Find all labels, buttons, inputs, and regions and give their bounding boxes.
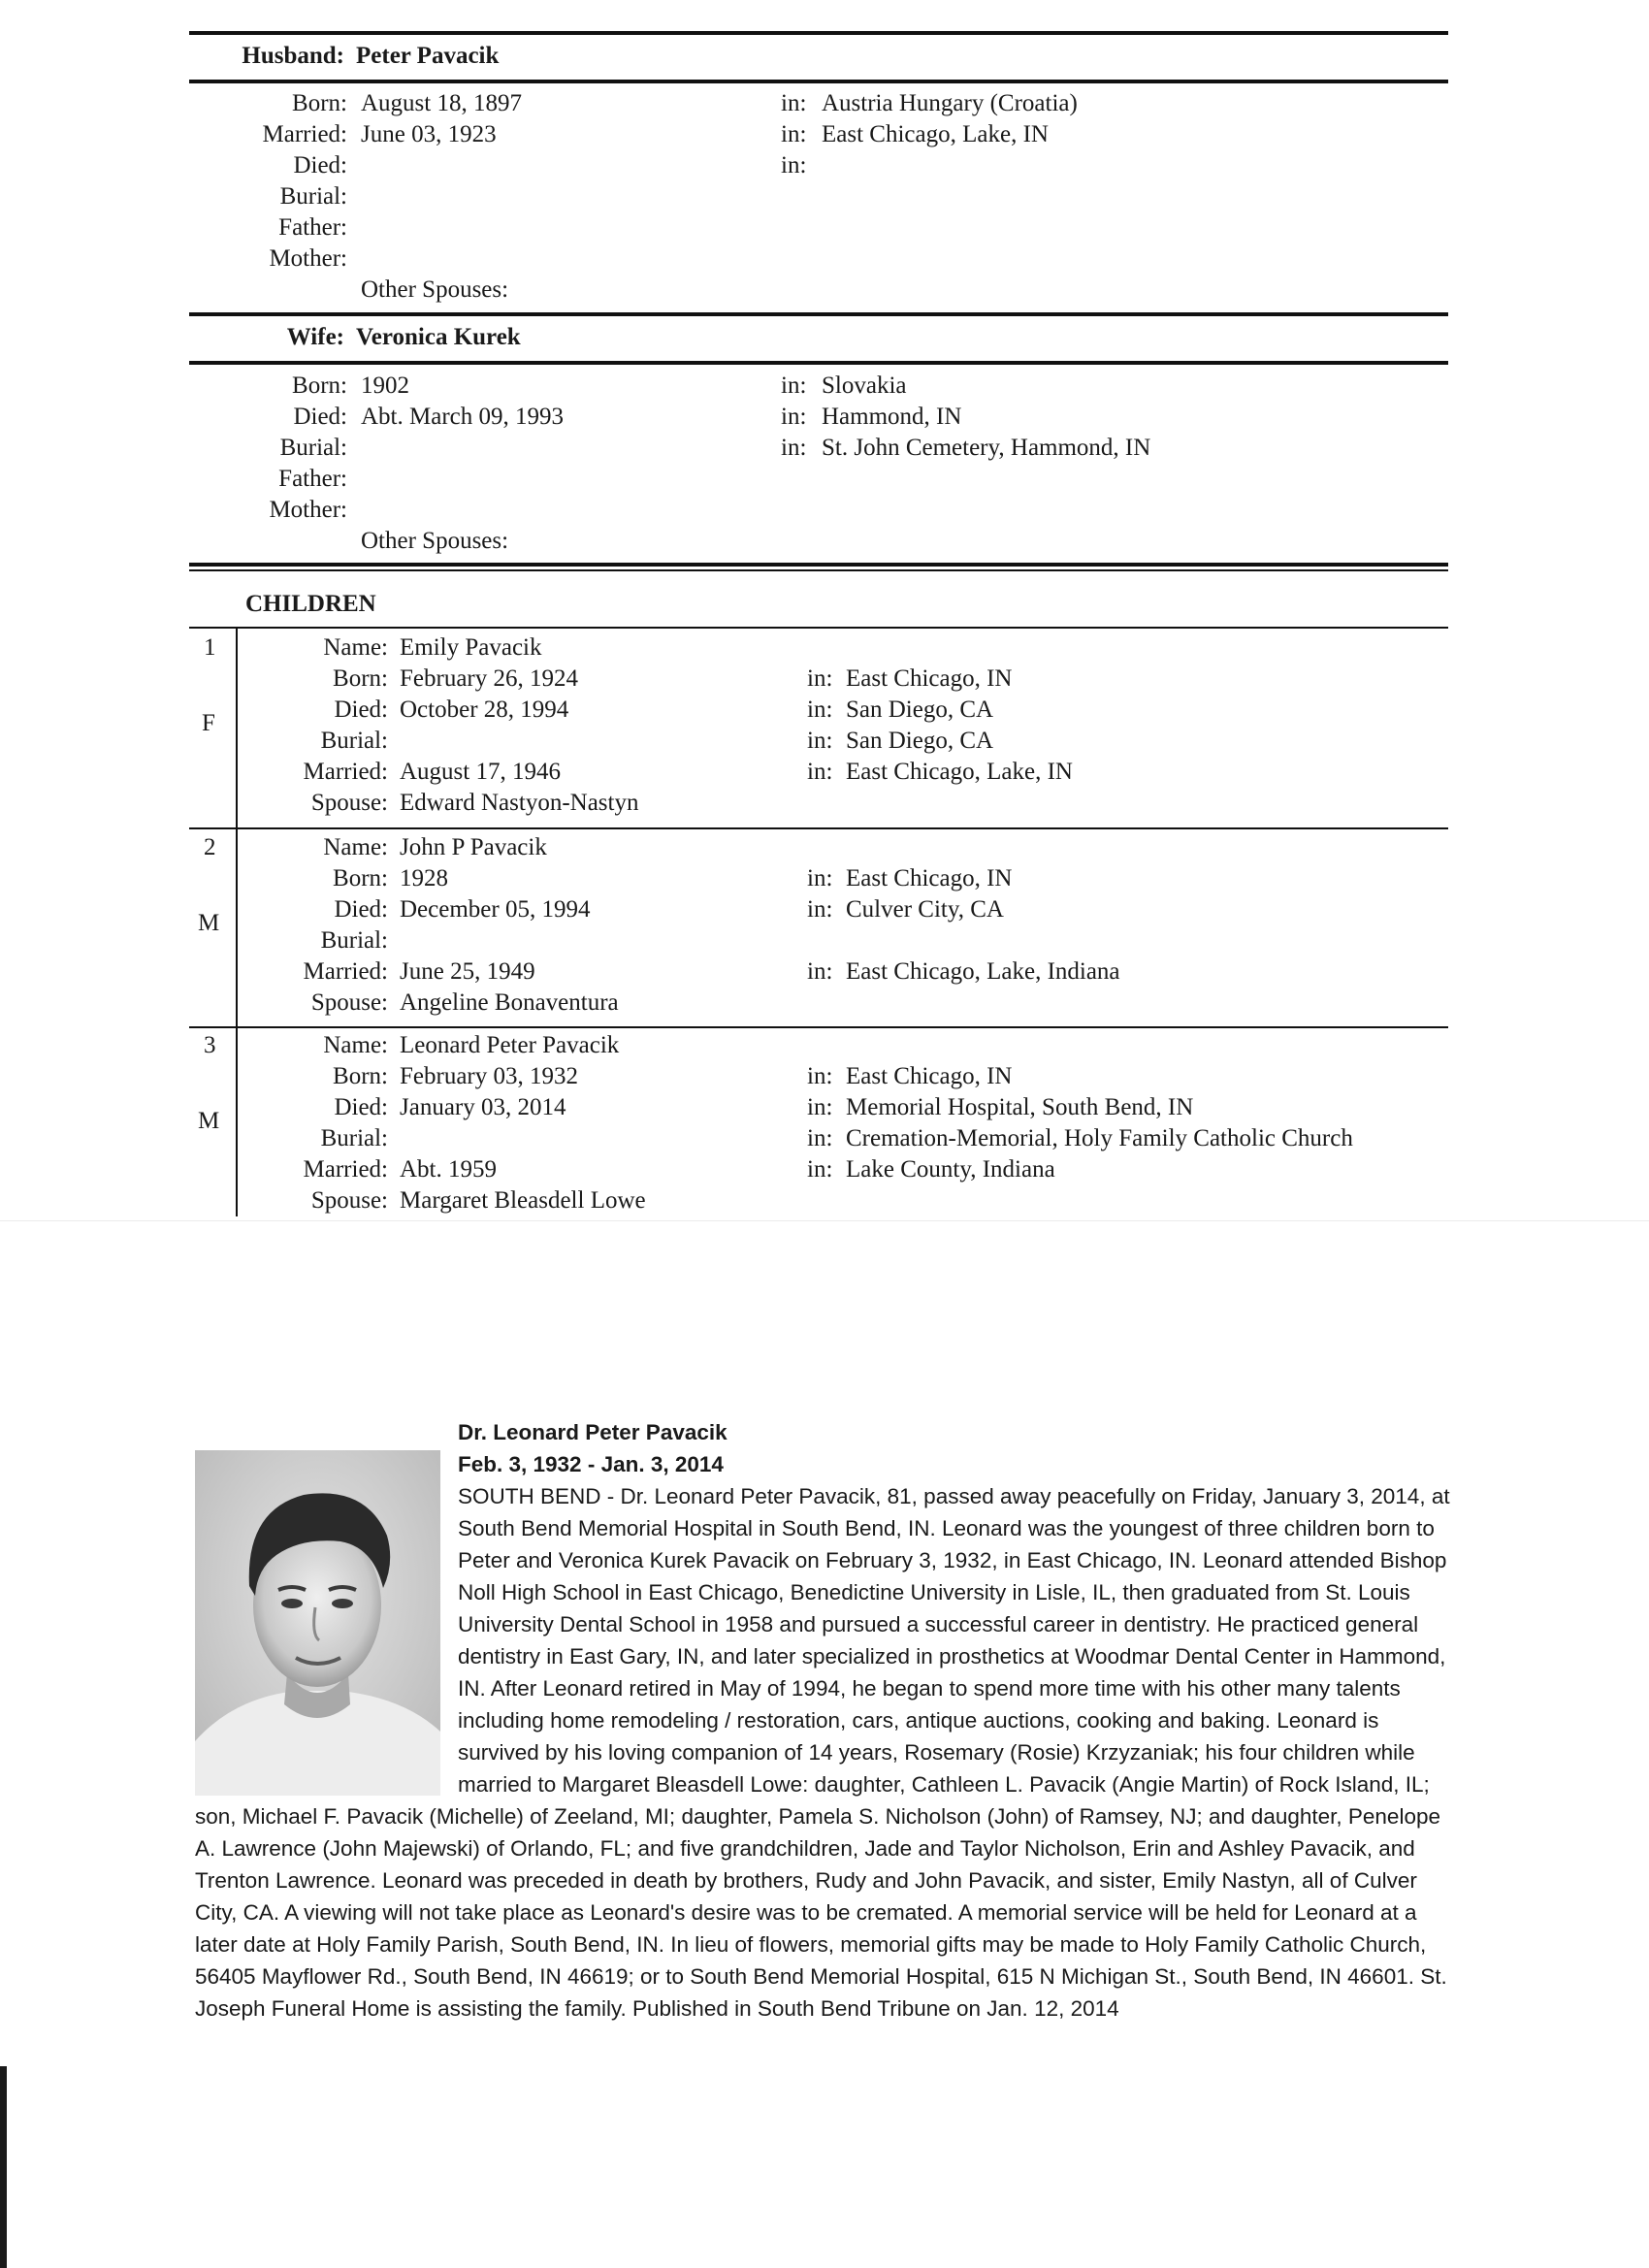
wife-died-in-label: in: xyxy=(781,404,807,430)
photo-wrap-spacer xyxy=(195,1480,458,1800)
husband-married-label: Married: xyxy=(262,121,347,147)
obituary-dates: Feb. 3, 1932 - Jan. 3, 2014 xyxy=(458,1452,724,1476)
child-name: Emily Pavacik xyxy=(400,634,542,661)
child-died-place: Memorial Hospital, South Bend, IN xyxy=(846,1094,1194,1120)
child-burial-in-label: in: xyxy=(807,728,833,754)
husband-died-label: Died: xyxy=(293,152,347,178)
child-born-label: Born: xyxy=(333,1063,388,1089)
child-born-date: February 03, 1932 xyxy=(400,1063,578,1089)
child-spouse: Edward Nastyon-Nastyn xyxy=(400,790,639,816)
husband-born-in-label: in: xyxy=(781,90,807,116)
child-married-place: East Chicago, Lake, IN xyxy=(846,759,1073,785)
child-married-date: June 25, 1949 xyxy=(400,958,535,985)
wife-heading-label: Wife: xyxy=(286,324,344,350)
child-died-in-label: in: xyxy=(807,1094,833,1120)
child-name: Leonard Peter Pavacik xyxy=(400,1032,620,1058)
husband-mother-label: Mother: xyxy=(269,245,347,272)
child-died-date: December 05, 1994 xyxy=(400,896,591,923)
wife-born-place: Slovakia xyxy=(822,373,907,399)
paste-seam xyxy=(0,1220,1649,1221)
wife-died-place: Hammond, IN xyxy=(822,404,962,430)
child-number: 3 xyxy=(204,1032,216,1058)
child-number: 2 xyxy=(204,834,216,860)
wife-born-date: 1902 xyxy=(361,373,409,399)
child-died-label: Died: xyxy=(334,1094,388,1120)
child-born-place: East Chicago, IN xyxy=(846,865,1013,891)
husband-married-in-label: in: xyxy=(781,121,807,147)
child-married-date: Abt. 1959 xyxy=(400,1156,497,1183)
child-name-label: Name: xyxy=(323,834,388,860)
child-married-in-label: in: xyxy=(807,759,833,785)
obituary-body xyxy=(195,1480,1456,2025)
child-name-label: Name: xyxy=(323,1032,388,1058)
child-spouse-label: Spouse: xyxy=(310,790,388,816)
wife-born-label: Born: xyxy=(292,373,347,399)
child-born-in-label: in: xyxy=(807,665,833,692)
child-name-label: Name: xyxy=(323,634,388,661)
child-spouse-label: Spouse: xyxy=(310,989,388,1016)
child-married-place: East Chicago, Lake, Indiana xyxy=(846,958,1120,985)
child-spouse: Angeline Bonaventura xyxy=(400,989,619,1016)
child-died-in-label: in: xyxy=(807,896,833,923)
child-born-label: Born: xyxy=(333,665,388,692)
child-born-in-label: in: xyxy=(807,1063,833,1089)
child-married-label: Married: xyxy=(303,759,388,785)
child-sex: M xyxy=(198,1108,220,1134)
child-born-date: February 26, 1924 xyxy=(400,665,578,692)
child-died-label: Died: xyxy=(334,697,388,723)
child-married-label: Married: xyxy=(303,1156,388,1183)
wife-died-date: Abt. March 09, 1993 xyxy=(361,404,564,430)
child-married-date: August 17, 1946 xyxy=(400,759,561,785)
child-died-place: San Diego, CA xyxy=(846,697,994,723)
child-born-in-label: in: xyxy=(807,865,833,891)
children-heading-rule xyxy=(189,627,1448,629)
wife-born-in-label: in: xyxy=(781,373,807,399)
husband-died-in-label: in: xyxy=(781,152,807,178)
husband-other-spouses-label: Other Spouses: xyxy=(361,276,509,303)
child-burial-label: Burial: xyxy=(320,1125,388,1151)
children-top-rule-thin xyxy=(189,569,1448,571)
scan-edge xyxy=(0,2066,7,2268)
child-burial-label: Burial: xyxy=(320,728,388,754)
child-died-in-label: in: xyxy=(807,697,833,723)
wife-burial-place: St. John Cemetery, Hammond, IN xyxy=(822,435,1151,461)
obituary-text: SOUTH BEND - Dr. Leonard Peter Pavacik, 81, passed away peacefully on Friday, January 3, 2014, at South Bend Memorial Hospital in South Bend, IN. Leonard was the youngest of three children born to Peter and Veronica Kurek Pavacik on February 3, 1932, in East Chicago, IN. Leonard attended Bishop Noll High School in East Chicago, Benedictine University in Lisle, IL, then graduated from St. Louis University Dental School in 1958 and pursued a successful career in dentistry. He practiced general dentistry in East Gary, IN, and later specialized in prosthetics at Woodmar Dental Center in Hammond, IN. After Leonard retired in May of 1994, he began to spend more time with his other many talents including home remodeling / restoration, cars, antique auctions, cooking and baking. Leonard is survived by his loving companion of 14 years, Rosemary (Rosie) Krzyzaniak; his four children while married to Margaret Bleasdell Lowe: daughter, Cathleen L. Pavacik (Angie Martin) of Rock Island, IL; son, Michael F. Pavacik (Michelle) of Zeeland, MI; daughter, Pamela S. Nicholson (John) of Ramsey, NJ; and daughter, Penelope A. Lawrence (John Majewski) of Orlando, FL; and five grandchildren, Jade and Taylor Nicholson, Erin and Ashley Pavacik, and Trenton Lawrence. Leonard was preceded in death by brothers, Rudy and John Pavacik, and sister, Emily Nastyn, all of Culver City, CA. A viewing will not take place as Leonard's desire was to be cremated. A memorial service will be held for Leonard at a later date at Holy Family Parish, South Bend, IN. In lieu of flowers, memorial gifts may be made to Holy Family Catholic Church, 56405 Mayflower Rd., South Bend, IN 46619; or to South Bend Memorial Hospital, 615 N Michigan St., South Bend, IN 46601. St. Joseph Funeral Home is assisting the family. Published in South Bend Tribune on Jan. 12, 2014 xyxy=(195,1484,1450,2021)
child-born-place: East Chicago, IN xyxy=(846,665,1013,692)
obituary-title: Dr. Leonard Peter Pavacik xyxy=(458,1420,728,1444)
top-rule xyxy=(189,31,1448,35)
children-number-divider xyxy=(236,627,238,1216)
wife-top-rule xyxy=(189,312,1448,316)
wife-burial-label: Burial: xyxy=(279,435,347,461)
wife-rule xyxy=(189,361,1448,365)
child-burial-place: Cremation-Memorial, Holy Family Catholic Church xyxy=(846,1125,1353,1151)
wife-father-label: Father: xyxy=(278,466,347,492)
wife-burial-in-label: in: xyxy=(781,435,807,461)
child-married-place: Lake County, Indiana xyxy=(846,1156,1055,1183)
children-top-rule xyxy=(189,563,1448,567)
wife-other-spouses-label: Other Spouses: xyxy=(361,528,509,554)
child-sex: M xyxy=(198,910,220,936)
child-burial-place: San Diego, CA xyxy=(846,728,994,754)
husband-burial-label: Burial: xyxy=(279,183,347,210)
husband-heading-label: Husband: xyxy=(242,43,344,69)
child-born-date: 1928 xyxy=(400,865,448,891)
husband-father-label: Father: xyxy=(278,214,347,241)
child-spouse-label: Spouse: xyxy=(310,1187,388,1214)
husband-born-date: August 18, 1897 xyxy=(361,90,522,116)
child-sex: F xyxy=(202,710,215,736)
child-died-place: Culver City, CA xyxy=(846,896,1004,923)
husband-married-date: June 03, 1923 xyxy=(361,121,497,147)
child-2-rule xyxy=(189,1026,1448,1028)
child-born-label: Born: xyxy=(333,865,388,891)
child-married-in-label: in: xyxy=(807,1156,833,1183)
children-heading: CHILDREN xyxy=(245,591,376,617)
husband-rule xyxy=(189,80,1448,83)
child-burial-in-label: in: xyxy=(807,1125,833,1151)
child-burial-label: Burial: xyxy=(320,927,388,954)
wife-mother-label: Mother: xyxy=(269,497,347,523)
wife-name: Veronica Kurek xyxy=(356,324,521,350)
child-spouse: Margaret Bleasdell Lowe xyxy=(400,1187,646,1214)
child-number: 1 xyxy=(204,634,216,661)
child-married-in-label: in: xyxy=(807,958,833,985)
husband-born-label: Born: xyxy=(292,90,347,116)
husband-born-place: Austria Hungary (Croatia) xyxy=(822,90,1078,116)
child-1-rule xyxy=(189,827,1448,829)
husband-married-place: East Chicago, Lake, IN xyxy=(822,121,1049,147)
wife-died-label: Died: xyxy=(293,404,347,430)
child-name: John P Pavacik xyxy=(400,834,547,860)
husband-name: Peter Pavacik xyxy=(356,43,500,69)
child-died-date: October 28, 1994 xyxy=(400,697,569,723)
child-died-date: January 03, 2014 xyxy=(400,1094,566,1120)
child-born-place: East Chicago, IN xyxy=(846,1063,1013,1089)
child-married-label: Married: xyxy=(303,958,388,985)
child-died-label: Died: xyxy=(334,896,388,923)
